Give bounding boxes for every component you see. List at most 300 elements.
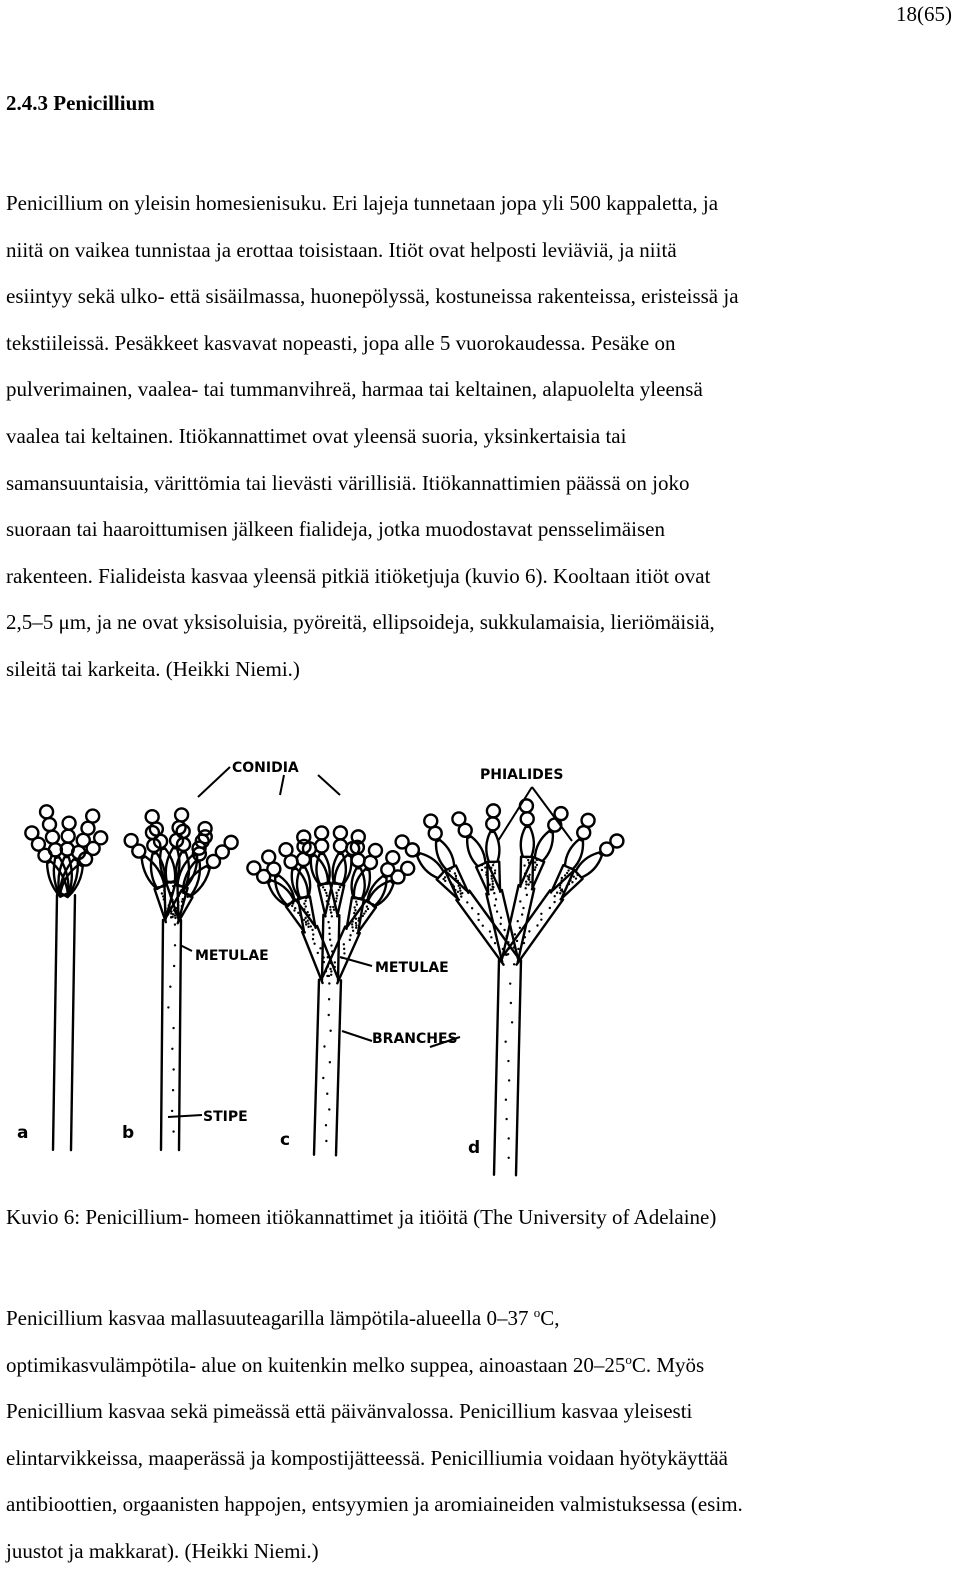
metula-c-dot — [338, 889, 340, 891]
conidium-d — [452, 812, 465, 825]
pointer-conidia-1 — [198, 767, 230, 797]
stipe-c-dot — [328, 1109, 330, 1111]
stipe-b-dot — [171, 1110, 173, 1112]
metula-b-dot — [172, 913, 174, 915]
branch-d-dot — [478, 913, 480, 915]
text-segment: optimikasvulämpötila- alue on kuitenkin melko suppea, ainoastaan 20–25 — [6, 1352, 626, 1377]
stipe-b-dot — [173, 965, 175, 967]
conidium-a — [86, 810, 99, 823]
metula-c-dot — [322, 886, 324, 888]
branch-d-dot — [494, 905, 496, 907]
text-line: rakenteen. Fialideista kasvaa yleensä pitkiä itiöketjuja (kuvio 6). Kooltaan itiöt ovat — [6, 563, 711, 588]
conidium-d — [396, 835, 409, 848]
branch-d-dot — [537, 925, 539, 927]
metula-d-dot — [491, 875, 493, 877]
branch-d-dot — [517, 920, 519, 922]
stipe-c-dot — [325, 1140, 327, 1142]
metula-c-dot — [339, 886, 341, 888]
branch-d-dot — [540, 913, 542, 915]
metula-c-dot — [329, 906, 331, 908]
metula-c-dot — [297, 912, 299, 914]
stipe-d-dot — [508, 1157, 510, 1159]
branch-d-dot — [517, 948, 519, 950]
branch-c-dot — [329, 933, 331, 935]
text-line: vaalea tai keltainen. Itiökannattimet ovat yleensä suoria, yksinkertaisia tai — [6, 423, 627, 448]
stipe-c — [314, 980, 341, 1156]
branch-c-dot — [312, 929, 314, 931]
text-line: samansuuntaisia, värittömia tai lievästi värillisiä. Itiökannattimien päässä on joko — [6, 470, 690, 495]
text-segment: Penicillium kasvaa mallasuuteagarilla lämpötila-alueella 0–37 — [6, 1306, 534, 1330]
panel-letter-b: b — [122, 1123, 135, 1143]
metula-d-dot — [457, 891, 459, 893]
text-line: tekstiileissä. Pesäkkeet kasvavat nopeasti, jopa alle 5 vuorokaudessa. Pesäke on — [6, 330, 676, 355]
conidium-a — [94, 831, 107, 844]
stipe-b-dot — [167, 1007, 169, 1009]
stipe-d-dot — [508, 1080, 510, 1082]
page-number: 18(65) — [896, 2, 952, 26]
metula-d-dot — [455, 878, 457, 880]
text-line: Penicillium on yleisin homesienisuku. Eri lajeja tunnetaan jopa yli 500 kappaletta, ja — [6, 191, 719, 215]
metula-d-dot — [492, 883, 494, 885]
label-metulae-c: METULAE — [375, 960, 449, 976]
pointer-conidia-2 — [280, 775, 284, 795]
metula-b-dot — [182, 898, 184, 900]
metula-b-dot — [182, 903, 184, 905]
phialide-c — [368, 881, 393, 907]
metula-b-dot — [181, 901, 183, 903]
stipe-a — [53, 895, 75, 1150]
phialide-d — [576, 852, 602, 877]
metula-d-dot — [529, 874, 531, 876]
text-line: esiintyy sekä ulko- että sisäilmassa, huonepölyssä, kostuneissa rakenteissa, eristeissä ja — [6, 284, 739, 309]
metula-d-dot — [492, 889, 494, 891]
conidium-d — [521, 812, 534, 825]
metula-b-dot — [176, 910, 178, 912]
metula-c-dot — [353, 912, 355, 914]
label-conidia: CONIDIA — [232, 760, 299, 776]
branch-d-dot — [471, 907, 473, 909]
metula-c-dot — [330, 912, 332, 914]
branch-c-dot — [330, 968, 332, 970]
phialide-d — [417, 853, 443, 878]
branch-c-dot — [312, 938, 314, 940]
pointer-stipe — [168, 1115, 202, 1117]
conidium-a — [25, 826, 38, 839]
branch-c-dot — [329, 939, 331, 941]
metula-d-dot — [524, 865, 526, 867]
text-line — [6, 1342, 921, 1389]
pointer-lines — [168, 767, 572, 1117]
metula-d-dot — [494, 872, 496, 874]
stipe-d-dot — [505, 1099, 507, 1101]
metula-d-dot — [556, 892, 558, 894]
pointer-phialides-1 — [498, 787, 532, 841]
conidium-c — [279, 843, 292, 856]
metula-c-dot — [308, 923, 310, 925]
metula-d-dot — [528, 879, 530, 881]
metula-d-dot — [562, 891, 564, 893]
metula-d-dot — [492, 886, 494, 888]
metula-d-dot — [444, 880, 446, 882]
metula-c-dot — [354, 907, 356, 909]
branch-d-dot — [494, 942, 496, 944]
metula-d-dot — [459, 882, 461, 884]
penicillium-figure — [0, 745, 960, 1185]
conidium-c — [386, 851, 399, 864]
branch-d-dot — [540, 919, 542, 921]
metula-c-dot — [351, 924, 353, 926]
superscript: o — [625, 1351, 632, 1367]
branch-c-dot — [330, 974, 332, 976]
branch-d-dot — [513, 947, 515, 949]
metula-d-dot — [535, 866, 537, 868]
metula-c-dot — [325, 892, 327, 894]
text-line — [6, 1295, 921, 1342]
metula-d-dot — [459, 890, 461, 892]
metula-d-dot — [444, 876, 446, 878]
branch-d-dot — [460, 896, 462, 898]
conidium-c — [315, 826, 328, 839]
stipe-b-dot — [171, 1048, 173, 1050]
metula-c-dot — [355, 901, 357, 903]
metula-d-dot — [449, 870, 451, 872]
metula-d-dot — [568, 870, 570, 872]
metula-c-dot — [335, 900, 337, 902]
stipe-d-dot — [508, 1060, 510, 1062]
conidium-a — [46, 831, 59, 844]
panel-letter-c: c — [280, 1130, 291, 1150]
metula-c-dot — [334, 903, 336, 905]
metula-c-dot — [355, 909, 357, 911]
branch-d-dot — [478, 919, 480, 921]
stipe-c-dot — [322, 1077, 324, 1079]
text-line: niitä on vaikea tunnistaa ja erottaa toisistaan. Itiöt ovat helposti leviäviä, ja niitä — [6, 237, 677, 262]
branch-d-dot — [519, 927, 521, 929]
stipe-b-dot — [173, 1027, 175, 1029]
phialide-c — [268, 880, 294, 906]
branch-d-dot — [521, 914, 523, 916]
metula-d-dot — [528, 876, 530, 878]
metula-b-dot — [170, 916, 172, 918]
text-segment: C. Myös — [631, 1352, 705, 1377]
paragraph-intro — [6, 180, 921, 693]
metula-c-dot — [358, 920, 360, 922]
branch-d-dot — [507, 953, 509, 955]
metula-d-dot — [525, 881, 527, 883]
metula-d-dot — [566, 887, 568, 889]
text-line: sileitä tai karkeita. (Heikki Niemi.) — [6, 656, 300, 681]
branch-d-dot — [466, 902, 468, 904]
panel-letter-d: d — [468, 1138, 481, 1158]
conidium-c — [315, 839, 328, 852]
text-line: antibioottien, orgaanisten happojen, entsyymien ja aromiaineiden valmistuksessa (esim. — [6, 1492, 743, 1517]
conidium-c — [401, 862, 414, 875]
metula-b-dot — [177, 904, 179, 906]
metula-b-dot — [177, 901, 179, 903]
metula-c-dot — [333, 909, 335, 911]
branch-c-dot — [328, 921, 330, 923]
metula-c-dot — [307, 920, 309, 922]
metula-d-dot — [455, 875, 457, 877]
metula-b-dot — [161, 893, 163, 895]
conidium-d — [487, 804, 500, 817]
metula-b-dot — [175, 917, 177, 919]
metula-d-dot — [561, 877, 563, 879]
metula-d-dot — [461, 892, 463, 894]
branch-c-dot — [334, 966, 336, 968]
metula-c-dot — [329, 909, 331, 911]
metula-d-dot — [559, 892, 561, 894]
metula-d-dot — [490, 867, 492, 869]
branch-d-dot — [516, 954, 518, 956]
metula-d-dot — [528, 884, 530, 886]
metula-c-dot — [363, 913, 365, 915]
metula-d-dot — [572, 881, 574, 883]
metula-d-dot — [530, 881, 532, 883]
metula-d-dot — [566, 885, 568, 887]
metula-d-dot — [491, 878, 493, 880]
conidium-b — [225, 836, 238, 849]
stipe-b-dot — [174, 924, 176, 926]
pointer-branches-1 — [342, 1031, 372, 1041]
branch-c-dot — [312, 934, 314, 936]
branch-d-dot — [482, 925, 484, 927]
metula-d-dot — [532, 871, 534, 873]
stipe-c-dot — [328, 983, 330, 985]
branch-d-dot — [489, 931, 491, 933]
metula-d-dot — [568, 883, 570, 885]
panel-letter-a: a — [17, 1123, 29, 1143]
conidium-b — [125, 834, 138, 847]
branch-d-dot — [523, 942, 525, 944]
metula-c-dot — [355, 924, 357, 926]
text-segment: C, — [540, 1306, 560, 1330]
branch-d-dot — [495, 898, 497, 900]
conidium-c — [334, 826, 347, 839]
phialide-c — [354, 869, 370, 899]
metula-d-dot — [534, 869, 536, 871]
conidium-a — [63, 817, 76, 830]
branch-d-dot — [508, 941, 510, 943]
conidium-a — [43, 818, 56, 831]
stipe-c-dot — [328, 998, 330, 1000]
branch-d-dot — [526, 894, 528, 896]
metula-d-dot — [575, 878, 577, 880]
metula-c-dot — [336, 892, 338, 894]
branch-c-dot — [328, 975, 330, 977]
text-line: pulverimainen, vaalea- tai tummanvihreä, harmaa tai keltainen, alapuolelta yleensä — [6, 377, 703, 402]
metula-c-dot — [307, 911, 309, 913]
stipe-c-dot — [329, 1061, 331, 1063]
branch-d-dot — [554, 895, 556, 897]
stipe-d-dot — [511, 1021, 513, 1023]
metula-c-dot — [332, 906, 334, 908]
phialide-d — [521, 827, 534, 857]
metula-c-dot — [308, 914, 310, 916]
stipe-c-dot — [328, 1014, 330, 1016]
metula-d-dot — [527, 859, 529, 861]
metula-c-dot — [352, 926, 354, 928]
stipe-d — [494, 960, 521, 1176]
branch-d-dot — [554, 901, 556, 903]
metula-c-dot — [355, 922, 357, 924]
metula-c-dot — [355, 918, 357, 920]
metula-d-dot — [536, 864, 538, 866]
metula-d-dot — [573, 876, 575, 878]
stipe-c-dot — [330, 1030, 332, 1032]
stipe-c-dot — [324, 1046, 326, 1048]
label-metulae-b: METULAE — [195, 948, 269, 964]
conidium-a — [40, 805, 53, 818]
section-title: 2.4.3 Penicillium — [6, 91, 155, 115]
metula-c-dot — [305, 900, 307, 902]
metula-c-dot — [336, 895, 338, 897]
metula-d-dot — [526, 884, 528, 886]
metula-c-dot — [303, 919, 305, 921]
stipe-b-dot — [173, 1131, 175, 1133]
metula-d-dot — [564, 875, 566, 877]
phialide-c — [297, 867, 310, 897]
superscript: o — [533, 1305, 541, 1320]
stipe-b-dot — [169, 986, 171, 988]
stipe-d-dot — [513, 963, 515, 965]
metula-b-dot — [181, 905, 183, 907]
conidium-c — [297, 831, 310, 844]
branch-c-dot — [320, 947, 322, 949]
metula-c-dot — [362, 915, 364, 917]
phialide-d — [535, 831, 553, 861]
metula-d-dot — [457, 880, 459, 882]
stipe-b-dot — [174, 944, 176, 946]
metula-c-dot — [355, 927, 357, 929]
metula-c-dot — [356, 904, 358, 906]
stipe-d-dot — [510, 1002, 512, 1004]
branch-c-dot — [329, 927, 331, 929]
branch-d-dot — [549, 907, 551, 909]
metula-d-dot — [494, 870, 496, 872]
branch-c-dot — [314, 943, 316, 945]
text-line: suoraan tai haaroittumisen jälkeen fialideja, jotka muodostavat pensselimäisen — [6, 517, 665, 542]
text-line: Penicillium kasvaa sekä pimeässä että päivänvalossa. Penicillium kasvaa yleisesti — [6, 1399, 693, 1424]
metula-c-dot — [294, 910, 296, 912]
metula-c-dot — [336, 898, 338, 900]
metula-c-dot — [291, 905, 293, 907]
branch-c-dot — [350, 934, 352, 936]
paragraph-growth — [6, 1295, 921, 1575]
metula-d-dot — [559, 887, 561, 889]
metula-c-dot — [324, 889, 326, 891]
branch-d-dot — [504, 929, 506, 931]
metula-d-dot — [492, 880, 494, 882]
branch-d-dot — [490, 936, 492, 938]
metula-d-dot — [566, 872, 568, 874]
stipe-b-dot — [172, 1089, 174, 1091]
text-line: juustot ja makkarat). (Heikki Niemi.) — [6, 1538, 319, 1563]
figure-caption: Kuvio 6: Penicillium- homeen itiökannattimet ja itiöitä (The University of Adelaine) — [6, 1205, 717, 1229]
label-branches: BRANCHES — [372, 1031, 458, 1047]
metula-d-dot — [534, 862, 536, 864]
conidium-d — [424, 815, 437, 828]
stipe-d-dot — [508, 1138, 510, 1140]
stipe-d-dot — [505, 1041, 507, 1043]
branch-c-dot — [330, 971, 332, 973]
branch-c-dot — [343, 948, 345, 950]
metula-d-dot — [443, 878, 445, 880]
branch-c-dot — [331, 915, 333, 917]
branch-d-dot — [523, 907, 525, 909]
metula-d-dot — [481, 869, 483, 871]
metula-c-dot — [303, 903, 305, 905]
branch-c-dot — [331, 945, 333, 947]
metula-b-dot — [174, 915, 176, 917]
metula-d-dot — [458, 885, 460, 887]
branch-c-dot — [327, 956, 329, 958]
branch-c-dot — [352, 930, 354, 932]
conidium-c — [247, 861, 260, 874]
metula-d-dot — [454, 873, 456, 875]
metula-c-dot — [358, 917, 360, 919]
metula-c-dot — [305, 906, 307, 908]
phialide-d — [486, 832, 499, 862]
phialide-d — [467, 836, 485, 866]
conidium-c — [334, 839, 347, 852]
stipe-c-dot — [325, 1124, 327, 1126]
metula-c-dot — [305, 921, 307, 923]
metula-c-dot — [367, 908, 369, 910]
branch-d-dot — [528, 930, 530, 932]
branch-d-dot — [500, 917, 502, 919]
text-line: elintarvikkeissa, maaperässä ja kompostijätteessä. Penicilliumia voidaan hyötykäyttää — [6, 1445, 728, 1470]
metula-d-dot — [459, 887, 461, 889]
metula-c-dot — [308, 926, 310, 928]
conidium-b — [199, 822, 212, 835]
metula-c-dot — [366, 906, 368, 908]
metula-d-dot — [561, 889, 563, 891]
branch-c-dot — [317, 952, 319, 954]
conidium-c — [262, 851, 275, 864]
branch-c-dot — [334, 962, 336, 964]
conidiophore-drawings — [25, 799, 623, 1175]
branch-d-dot — [496, 911, 498, 913]
conidium-b — [150, 823, 163, 836]
metula-c-dot — [305, 917, 307, 919]
conidium-c — [352, 854, 365, 867]
branch-d-dot — [524, 936, 526, 938]
metula-c-dot — [305, 924, 307, 926]
label-phialides: PHIALIDES — [480, 767, 564, 783]
conidium-d — [582, 814, 595, 827]
branch-d-dot — [514, 933, 516, 935]
metula-b-dot — [168, 889, 170, 891]
stipe-d-dot — [506, 1118, 508, 1120]
conidium-b — [175, 808, 188, 821]
text-line: 2,5–5 μm, ja ne ovat yksisoluisia, pyöreitä, ellipsoideja, sukkulamaisia, lieriömäisiä, — [6, 610, 715, 635]
penicillium-diagram — [0, 745, 960, 1185]
branch-d-dot — [516, 940, 518, 942]
conidium-b — [146, 810, 159, 823]
stipe-c-dot — [326, 1093, 328, 1095]
stipe-b-dot — [173, 1069, 175, 1071]
metula-b-dot — [175, 912, 177, 914]
metula-d-dot — [484, 867, 486, 869]
pointer-conidia-3 — [318, 775, 340, 795]
label-stipe: STIPE — [203, 1109, 248, 1125]
branch-d-dot — [500, 923, 502, 925]
metula-c-dot — [303, 908, 305, 910]
branch-c-dot — [349, 939, 351, 941]
stipe-d-dot — [509, 983, 511, 985]
metula-c-dot — [326, 895, 328, 897]
